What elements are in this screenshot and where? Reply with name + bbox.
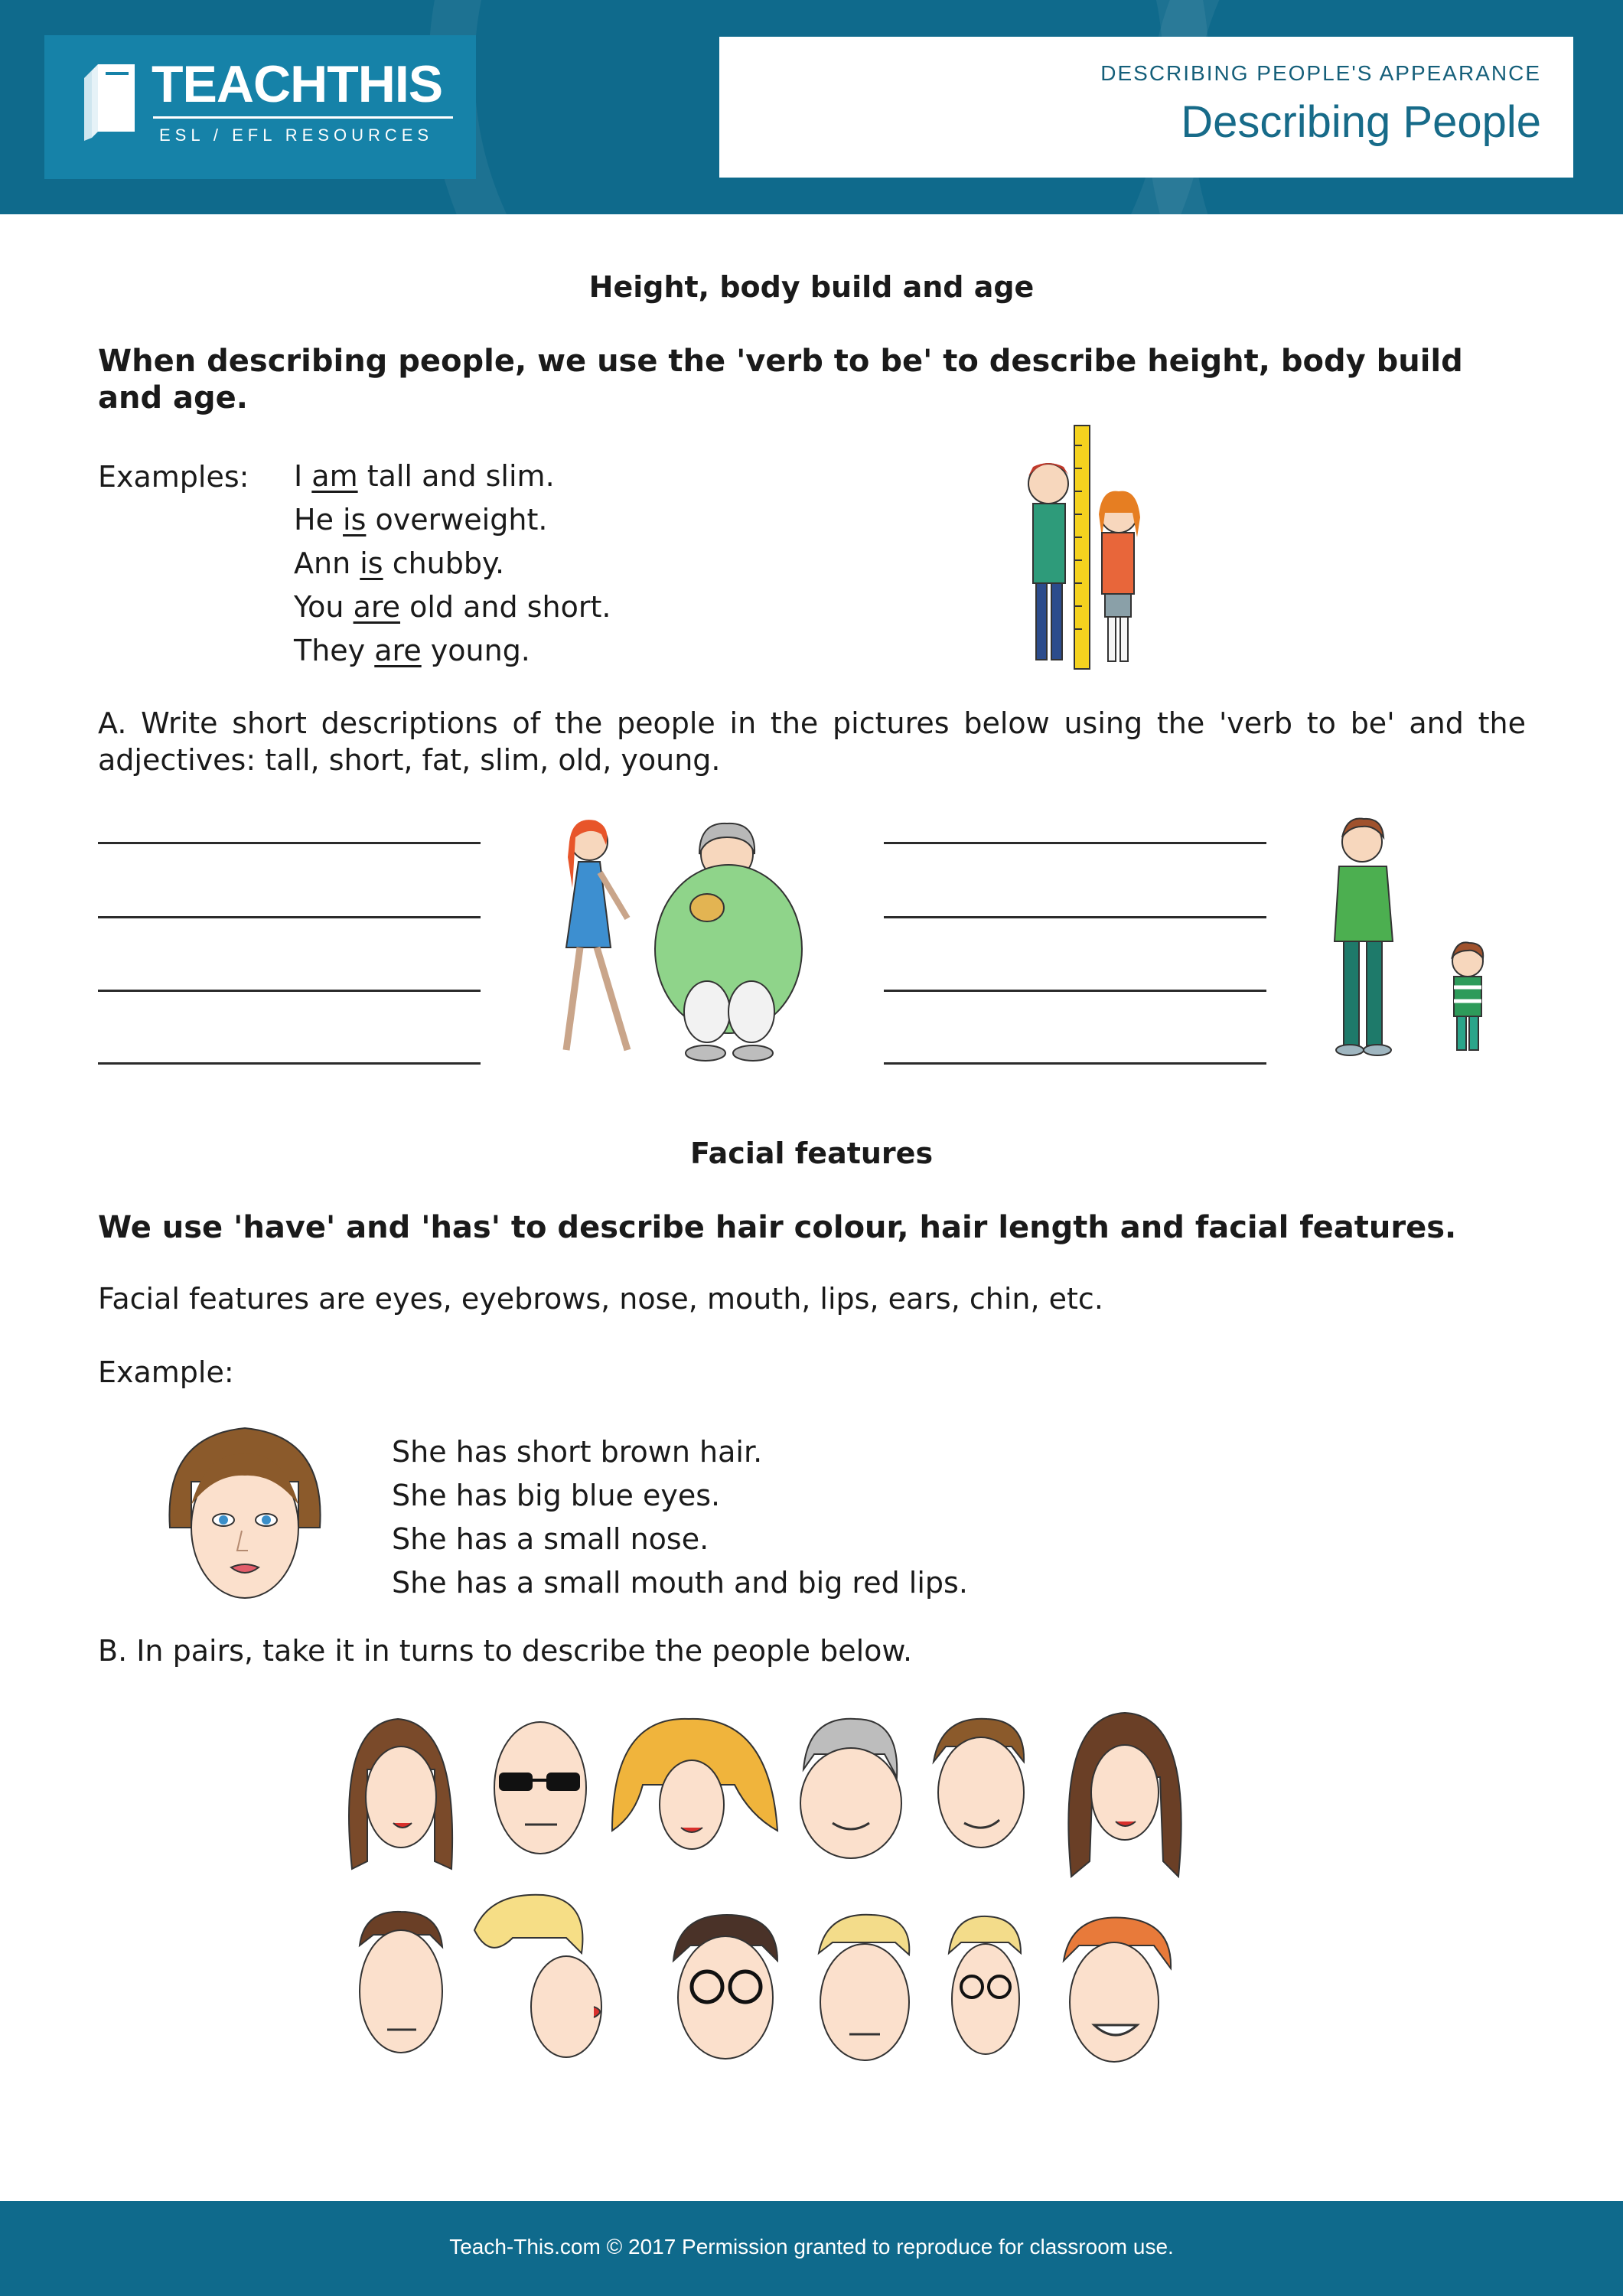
example-sentence: You are old and short. [294, 590, 611, 624]
page-footer [0, 2201, 1623, 2296]
face-ginger-hair-man-grin [1064, 1917, 1171, 2062]
facial-features-list: Facial features are eyes, eyebrows, nose, mouth, lips, ears, chin, etc. [98, 1282, 1103, 1316]
face-bald-man-sunglasses [494, 1722, 586, 1854]
example-sentence: He is overweight. [294, 503, 548, 536]
logo-divider [153, 116, 453, 119]
face-blonde-ponytail-woman [474, 1895, 601, 2057]
exercise-a-instructions: A. Write short descriptions of the people in the pictures below using the 'verb to be' and the adjectives: tall, short, fat, slim, old, young. [98, 706, 1526, 777]
section-intro-have-has: We use 'have' and 'has' to describe hair colour, hair length and facial features. [98, 1210, 1457, 1245]
logo-title: TEACHTHIS [152, 55, 443, 113]
face-man-round-glasses [673, 1915, 777, 2059]
face-young-man-glasses [949, 1916, 1021, 2054]
face-curly-blonde-woman [612, 1719, 777, 1849]
answer-line[interactable] [98, 842, 481, 844]
example-sentence: Ann is chubby. [294, 546, 505, 580]
face-long-brown-hair-woman [349, 1719, 452, 1869]
logo-subtitle: ESL / EFL RESOURCES [159, 126, 434, 145]
face-older-man-grey-hair [800, 1719, 901, 1858]
example-sentence: She has a small nose. [392, 1522, 709, 1556]
answer-line[interactable] [98, 1062, 481, 1065]
copyright-notice: Teach-This.com © 2017 Permission granted to reproduce for classroom use. [449, 2235, 1174, 2258]
face-man-brown-hair-smirk [934, 1719, 1024, 1848]
section-intro-verb-to-be: When describing people, we use the 'verb to be' to describe height, body build and age. [98, 344, 1463, 416]
book-icon [75, 58, 144, 142]
face-tired-man-dark-hair [360, 1912, 442, 2053]
examples-label: Examples: [98, 460, 249, 494]
answer-line[interactable] [884, 990, 1266, 992]
answer-line[interactable] [884, 842, 1266, 844]
example-sentence: She has a small mouth and big red lips. [392, 1566, 968, 1600]
faces-to-describe-illustration [337, 1708, 1301, 2114]
answer-line[interactable] [884, 916, 1266, 918]
tall-man-and-short-boy-illustration [1316, 811, 1515, 1064]
section-heading-height: Height, body build and age [588, 270, 1035, 304]
face-long-hair-woman-right [1068, 1713, 1181, 1877]
slim-woman-and-fat-woman-illustration [536, 811, 826, 1064]
teachthis-logo[interactable] [44, 35, 476, 179]
answer-line[interactable] [98, 916, 481, 918]
example-sentence: She has big blue eyes. [392, 1479, 721, 1512]
example-label: Example: [98, 1355, 234, 1389]
example-sentence: They are young. [294, 634, 530, 667]
page-header [0, 0, 1623, 214]
exercise-b-instructions: B. In pairs, take it in turns to describe the people below. [98, 1634, 913, 1668]
kids-measuring-height-illustration [1010, 422, 1163, 675]
worksheet-kicker: DESCRIBING PEOPLE'S APPEARANCE [1100, 61, 1541, 85]
answer-line[interactable] [98, 990, 481, 992]
title-panel [719, 37, 1573, 178]
example-sentence: I am tall and slim. [294, 459, 555, 493]
section-heading-facial-features: Facial features [689, 1137, 934, 1170]
example-sentence: She has short brown hair. [392, 1435, 763, 1469]
worksheet-title: Describing People [1181, 97, 1541, 147]
face-man-blonde-quiff [819, 1915, 909, 2060]
woman-face-example-illustration [161, 1420, 329, 1607]
answer-line[interactable] [884, 1062, 1266, 1065]
